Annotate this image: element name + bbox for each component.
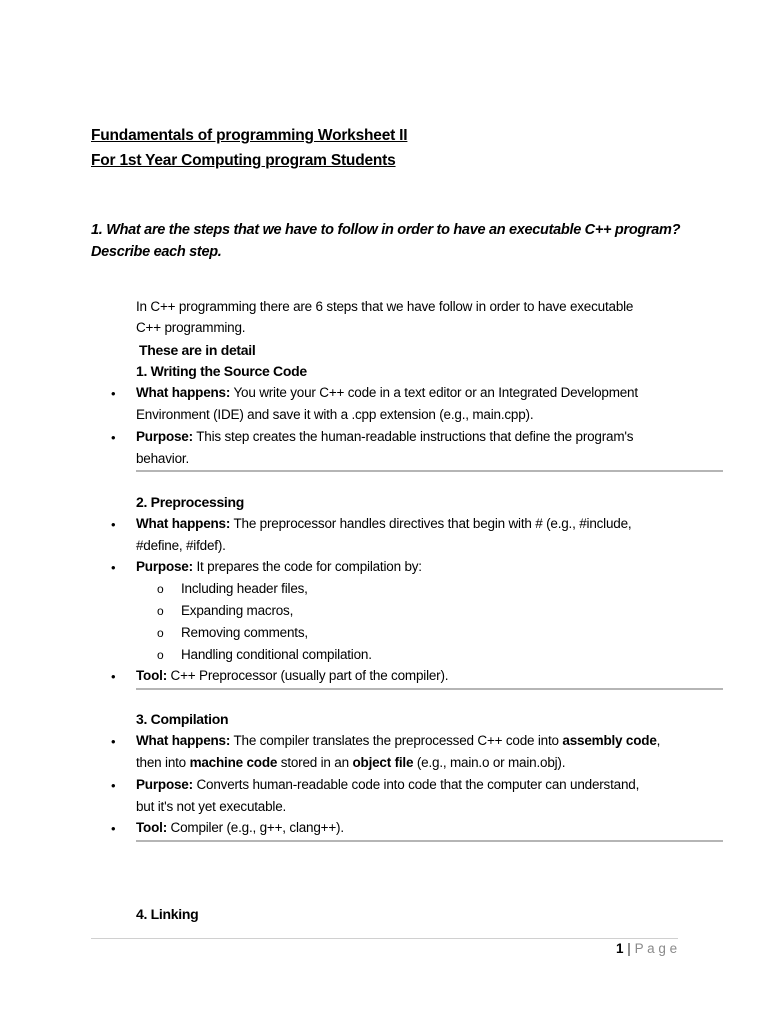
- list-item: [136, 385, 638, 400]
- question-line-1: 1. What are the steps that we have to follow in order to have an executable C++ program?: [91, 222, 681, 238]
- label-tool: Tool:: [136, 820, 167, 835]
- section-divider: [136, 470, 723, 472]
- sub-bullet-icon: o: [157, 582, 164, 596]
- item-text-continued: [136, 755, 565, 770]
- detail-heading: These are in detail: [139, 342, 256, 358]
- page-label: P a g e: [634, 941, 678, 956]
- bullet-icon: •: [111, 734, 116, 749]
- item-text: Compiler (e.g., g++, clang++).: [170, 820, 344, 835]
- sub-list-item: Including header files,: [181, 581, 308, 596]
- document-title: Fundamentals of programming Worksheet II: [91, 127, 408, 144]
- list-item: [136, 820, 344, 835]
- label-what-happens: What happens:: [136, 516, 231, 531]
- bullet-icon: •: [111, 778, 116, 793]
- intro-line-2: C++ programming.: [136, 320, 246, 335]
- footer-divider: [91, 938, 678, 939]
- item-text: The compiler translates the preprocessed C++ code into: [233, 733, 559, 748]
- emphasis-term: assembly code: [562, 733, 657, 748]
- step-heading: 1. Writing the Source Code: [136, 363, 307, 379]
- bullet-icon: •: [111, 821, 116, 836]
- sub-bullet-icon: o: [157, 604, 164, 618]
- list-item: [136, 668, 448, 683]
- question-line-2: Describe each step.: [91, 244, 222, 260]
- label-tool: Tool:: [136, 668, 167, 683]
- list-item: [136, 777, 639, 792]
- bullet-icon: •: [111, 517, 116, 532]
- intro-line-1: In C++ programming there are 6 steps that we have follow in order to have executable: [136, 299, 634, 314]
- label-purpose: Purpose:: [136, 429, 193, 444]
- label-purpose: Purpose:: [136, 559, 193, 574]
- sub-list-item: Expanding macros,: [181, 603, 294, 618]
- bullet-icon: •: [111, 669, 116, 684]
- item-text-continued: #define, #ifdef).: [136, 538, 226, 553]
- label-what-happens: What happens:: [136, 733, 231, 748]
- sub-bullet-icon: o: [157, 648, 164, 662]
- document-subtitle: For 1st Year Computing program Students: [91, 152, 396, 169]
- label-what-happens: What happens:: [136, 385, 231, 400]
- item-text: You write your C++ code in a text editor or an Integrated Development: [233, 385, 638, 400]
- item-text: (e.g., main.o or main.obj).: [416, 755, 566, 770]
- page-number: 1: [616, 941, 624, 956]
- list-item: [136, 429, 633, 444]
- item-text: The preprocessor handles directives that begin with # (e.g., #include,: [233, 516, 632, 531]
- sub-list-item: Removing comments,: [181, 625, 308, 640]
- step-heading: 2. Preprocessing: [136, 494, 245, 510]
- item-text-continued: Environment (IDE) and save it with a .cpp extension (e.g., main.cpp).: [136, 407, 534, 422]
- section-divider: [136, 840, 723, 842]
- label-purpose: Purpose:: [136, 777, 193, 792]
- step-heading: 3. Compilation: [136, 711, 229, 727]
- bullet-icon: •: [111, 430, 116, 445]
- item-text: then into: [136, 755, 186, 770]
- emphasis-term: object file: [352, 755, 414, 770]
- item-text-continued: behavior.: [136, 451, 189, 466]
- list-item: [136, 516, 631, 531]
- item-text: This step creates the human-readable instructions that define the program's: [196, 429, 634, 444]
- item-text: ,: [656, 733, 661, 748]
- bullet-icon: •: [111, 386, 116, 401]
- item-text-continued: but it's not yet executable.: [136, 799, 287, 814]
- emphasis-term: machine code: [189, 755, 278, 770]
- list-item: [136, 559, 422, 574]
- footer-separator: |: [627, 941, 631, 956]
- item-text: C++ Preprocessor (usually part of the compiler).: [170, 668, 449, 683]
- item-text: Converts human-readable code into code that the computer can understand,: [196, 777, 640, 792]
- item-text: stored in an: [280, 755, 349, 770]
- list-item: [136, 733, 660, 748]
- section-divider: [136, 688, 723, 690]
- bullet-icon: •: [111, 560, 116, 575]
- page-footer: [616, 941, 677, 956]
- sub-list-item: Handling conditional compilation.: [181, 647, 372, 662]
- item-text: It prepares the code for compilation by:: [196, 559, 422, 574]
- step-heading: 4. Linking: [136, 906, 199, 922]
- sub-bullet-icon: o: [157, 626, 164, 640]
